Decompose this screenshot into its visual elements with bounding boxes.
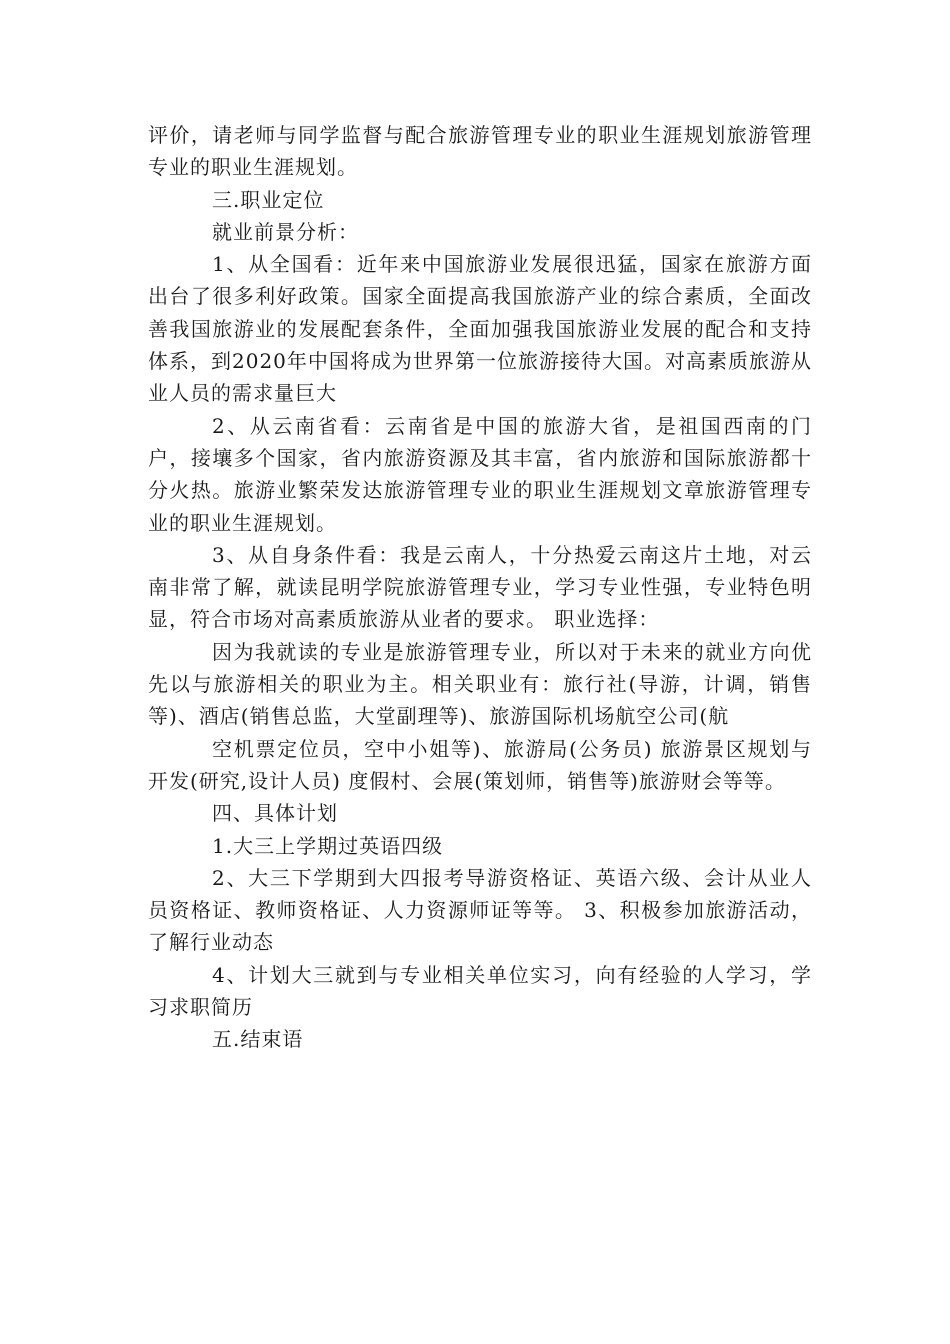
paragraph-self-conditions: 3、从自身条件看：我是云南人，十分热爱云南这片土地，对云南非常了解，就读昆明学院旅游管理专业，学习专业性强，专业特色明显，符合市场对高素质旅游从业者的要求。 职业选择： — [148, 542, 812, 632]
paragraph-evaluation: 评价，请老师与同学监督与配合旅游管理专业的职业生涯规划旅游管理专业的职业生涯规划。 — [148, 123, 812, 180]
subheading-employment-prospects: 就业前景分析： — [212, 219, 359, 244]
list-item-plan-2: 2、大三下学期到大四报考导游资格证、英语六级、会计从业人员资格证、教师资格证、人力资源师证等等。 3、积极参加旅游活动，了解行业动态 — [148, 865, 812, 955]
list-item-plan-1: 1.大三上学期过英语四级 — [212, 833, 444, 858]
paragraph-national-view: 1、从全国看：近年来中国旅游业发展很迅猛，国家在旅游方面出台了很多利好政策。国家全面提高我国旅游产业的综合素质，全面改善我国旅游业的发展配套条件，全面加强我国旅游业发展的配合和支持体系，到2020年中国将成为世界第一位旅游接待大国。对高素质旅游从业人员的需求量巨大 — [148, 252, 812, 406]
heading-conclusion: 五.结束语 — [212, 1027, 304, 1052]
paragraph-career-choice: 因为我就读的专业是旅游管理专业，所以对于未来的就业方向优先以与旅游相关的职业为主。相关职业有：旅行社(导游，计调，销售等)、酒店(销售总监，大堂副理等)、旅游国际机场航空公司(航 — [148, 639, 812, 729]
paragraph-career-choice-continued: 空机票定位员，空中小姐等)、旅游局(公务员) 旅游景区规划与开发(研究,设计人员) 度假村、会展(策划师，销售等)旅游财会等等。 — [148, 736, 812, 793]
document-page — [148, 119, 812, 1056]
paragraph-yunnan-view: 2、从云南省看：云南省是中国的旅游大省，是祖国西南的门户，接壤多个国家，省内旅游资源及其丰富，省内旅游和国际旅游都十分火热。旅游业繁荣发达旅游管理专业的职业生涯规划文章旅游管理专业的职业生涯规划。 — [148, 413, 812, 535]
list-item-plan-4: 4、计划大三就到与专业相关单位实习，向有经验的人学习，学习求职简历 — [148, 962, 812, 1020]
heading-career-positioning: 三.职业定位 — [212, 187, 325, 212]
heading-specific-plan: 四、具体计划 — [212, 801, 338, 826]
